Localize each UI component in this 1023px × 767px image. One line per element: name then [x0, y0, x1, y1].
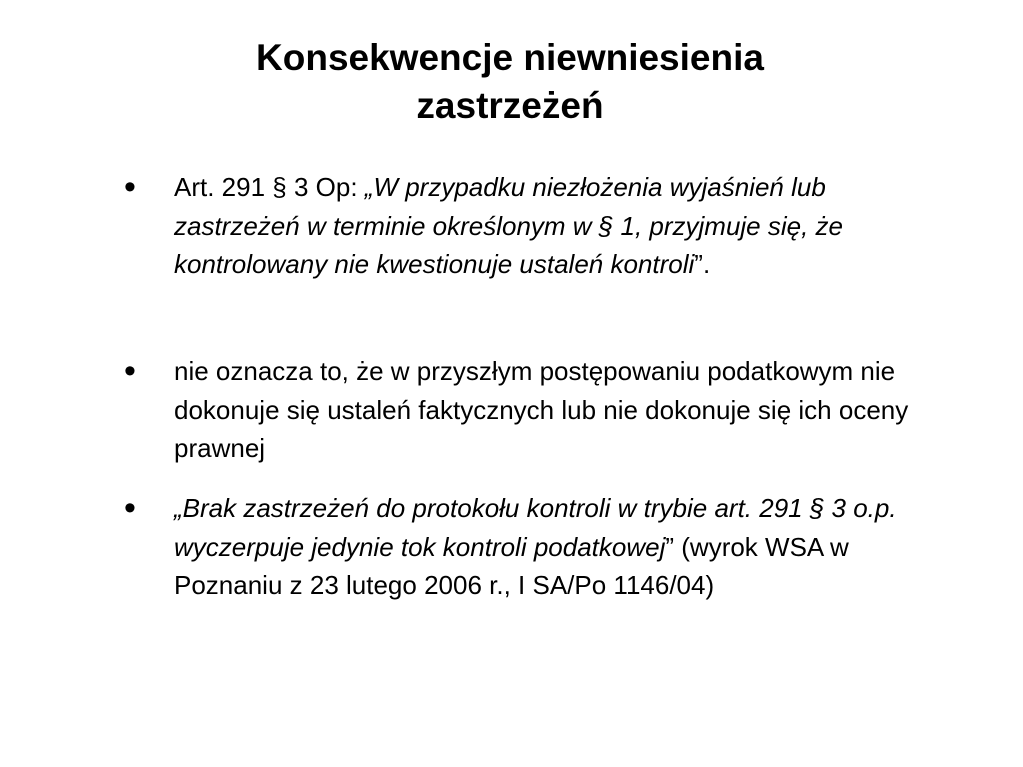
bullet-icon: • [124, 168, 136, 206]
slide-title-line-1: Konsekwencje niewniesienia [256, 37, 764, 78]
bullet-quote: „Brak zastrzeżeń do protokołu kontroli w trybie art. 291 § 3 o.p. wyczerpuje jedynie tok kontroli podatkowej [174, 493, 897, 562]
bullet-text: nie oznacza to, że w przyszłym postępowaniu podatkowym nie dokonuje się ustaleń faktycznych lub nie dokonuje się ich oceny prawnej [174, 356, 909, 463]
bullet-suffix: ”. [694, 249, 711, 279]
slide-title [110, 34, 910, 130]
bullet-text [174, 489, 934, 605]
bullet-icon: • [124, 489, 136, 527]
bullet-prefix: Art. 291 § 3 Op: [174, 172, 365, 202]
bullet-suffix: ” (wyrok WSA w Poznaniu z 23 lutego 2006 r., I SA/Po 1146/04) [174, 531, 849, 600]
bullet-quote: „W przypadku niezłożenia wyjaśnień lub zastrzeżeń w terminie określonym w § 1, przyjmuje się, że kontrolowany nie kwestionuje ustaleń kontroli [174, 172, 844, 279]
bullet-icon: • [124, 352, 136, 390]
slide-title-line-2: zastrzeżeń [416, 85, 604, 126]
bullet-text [174, 168, 934, 284]
